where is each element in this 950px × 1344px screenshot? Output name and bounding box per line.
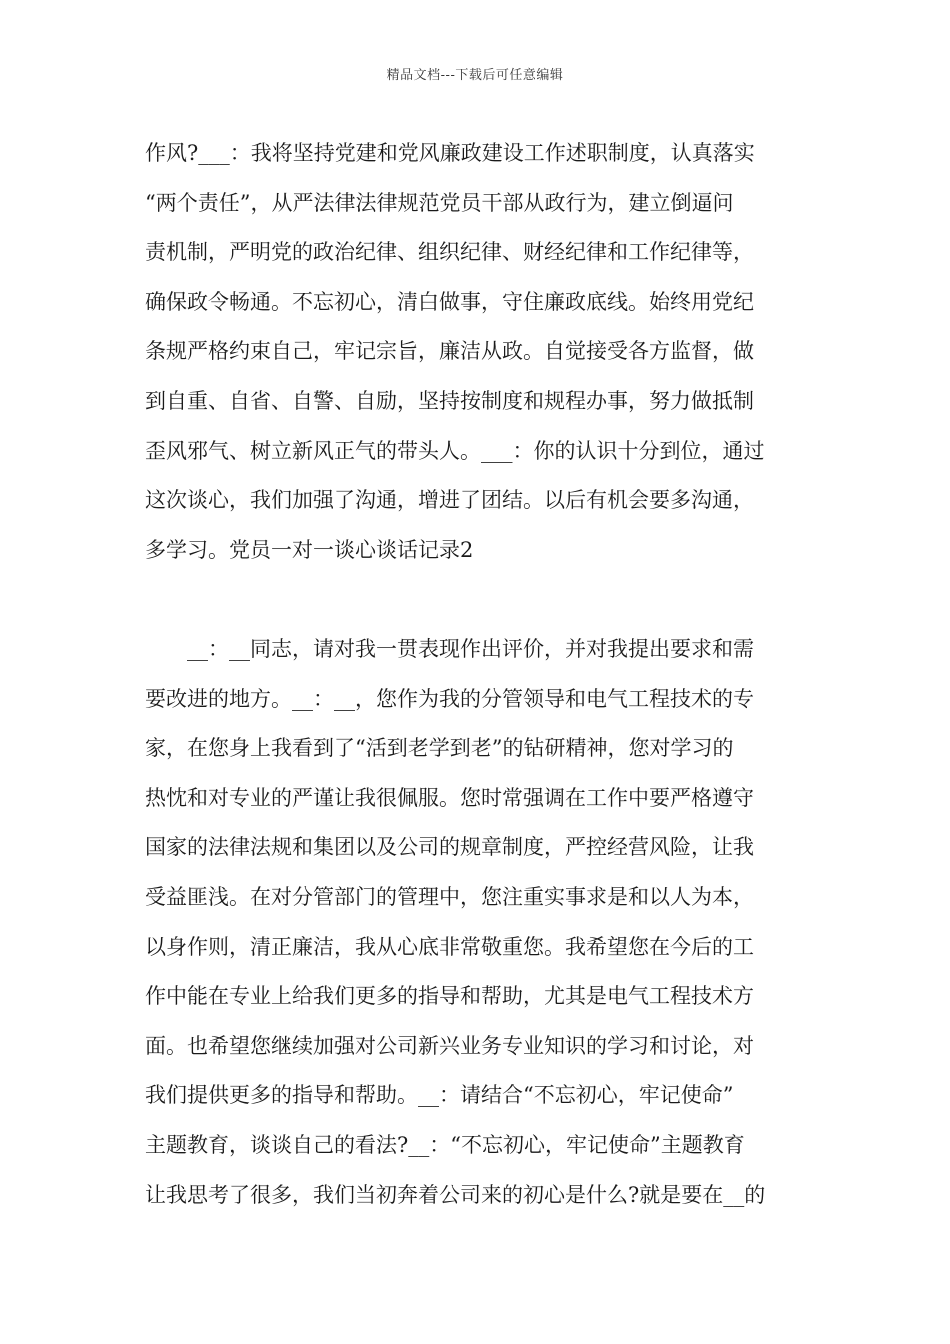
text-line: “两个责任”，从严法律法律规范党员干部从政行为，建立倒逼问 bbox=[145, 190, 734, 215]
text-line: 这次谈心，我们加强了沟通，增进了团结。以后有机会要多沟通， bbox=[145, 488, 754, 513]
text-line: 让我思考了很多，我们当初奔着公司来的初心是什么?就是要在__的 bbox=[145, 1182, 766, 1207]
text-line: 以身作则，清正廉洁，我从心底非常敬重您。我希望您在今后的工 bbox=[145, 934, 754, 959]
paragraph-2 bbox=[145, 625, 805, 1220]
text-line: 受益匪浅。在对分管部门的管理中，您注重实事求是和以人为本， bbox=[145, 884, 754, 909]
text-line: 热忱和对专业的严谨让我很佩服。您时常强调在工作中要严格遵守 bbox=[145, 785, 754, 810]
text-line: 责机制，严明党的政治纪律、组织纪律、财经纪律和工作纪律等， bbox=[145, 240, 754, 265]
page-header: 精品文档---下载后可任意编辑 bbox=[386, 68, 564, 83]
text-line: __：__同志，请对我一贯表现作出评价，并对我提出要求和需 bbox=[187, 637, 754, 661]
text-line: 到自重、自省、自警、自励，坚持按制度和规程办事，努力做抵制 bbox=[145, 388, 754, 413]
text-line: 要改进的地方。__：__，您作为我的分管领导和电气工程技术的专 bbox=[145, 686, 754, 711]
text-line: 作中能在专业上给我们更多的指导和帮助，尤其是电气工程技术方 bbox=[145, 984, 754, 1009]
text-line: 歪风邪气、树立新风正气的带头人。___：你的认识十分到位，通过 bbox=[145, 438, 765, 463]
text-line: 作风?___：我将坚持党建和党风廉政建设工作述职制度，认真落实 bbox=[145, 141, 755, 165]
text-line: 面。也希望您继续加强对公司新兴业务专业知识的学习和讨论，对 bbox=[145, 1033, 754, 1058]
paragraph-1 bbox=[145, 129, 805, 575]
text-line: 条规严格约束自己，牢记宗旨，廉洁从政。自觉接受各方监督，做 bbox=[145, 339, 754, 364]
text-line: 国家的法律法规和集团以及公司的规章制度，严控经营风险，让我 bbox=[145, 835, 754, 860]
text-line: 家，在您身上我看到了“活到老学到老”的钻研精神，您对学习的 bbox=[145, 736, 734, 761]
text-line: 多学习。党员一对一谈心谈话记录2 bbox=[145, 537, 474, 562]
text-line: 确保政令畅通。不忘初心，清白做事，守住廉政底线。始终用党纪 bbox=[145, 289, 754, 314]
text-line: 我们提供更多的指导和帮助。__：请结合“不忘初心，牢记使命” bbox=[145, 1083, 734, 1108]
text-line: 主题教育，谈谈自己的看法?__：“不忘初心，牢记使命”主题教育 bbox=[145, 1132, 745, 1157]
